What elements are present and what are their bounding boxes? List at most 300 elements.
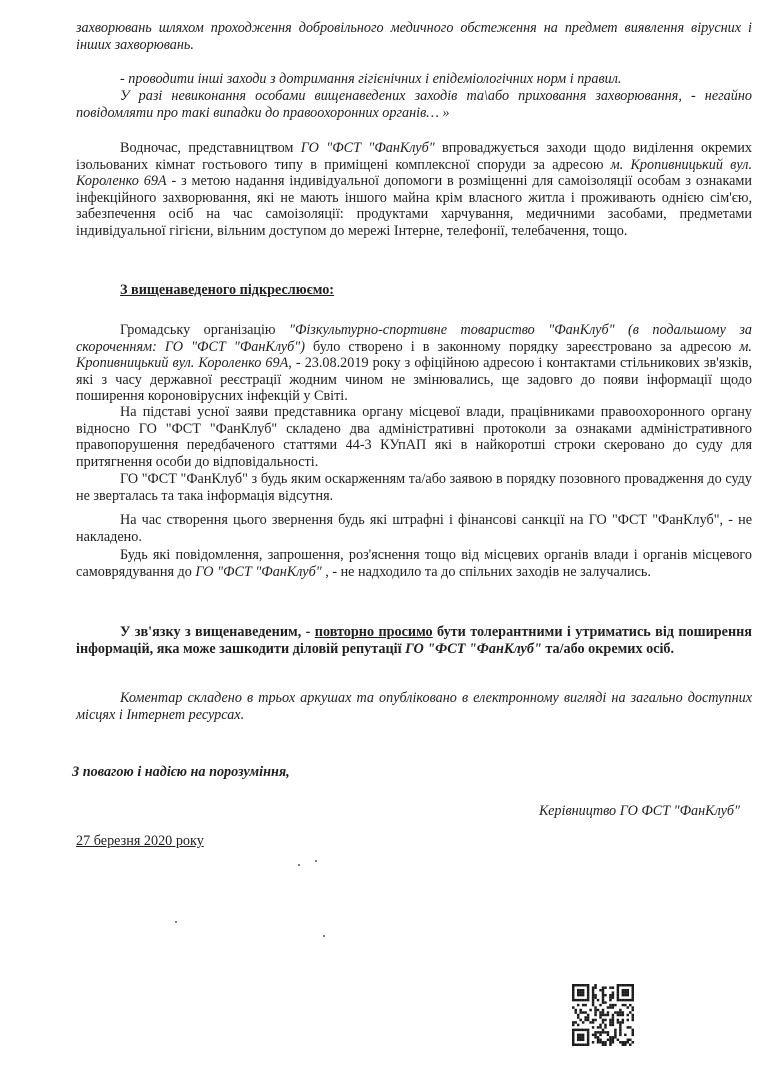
qr-module: [597, 1036, 599, 1038]
qr-module: [582, 1021, 584, 1023]
scan-speck: [298, 864, 300, 866]
qr-module: [602, 1019, 604, 1021]
qr-module: [612, 1036, 614, 1038]
qr-module: [607, 1011, 609, 1013]
qr-module: [619, 1034, 621, 1036]
qr-module: [584, 1029, 586, 1031]
qr-module: [617, 1011, 619, 1013]
qr-module: [609, 994, 611, 996]
paragraph-meanwhile: Водночас, представництвом ГО "ФСТ "ФанКлуб" впроваджується заходи щодо виділення окремих ізольованих кімнат гостьового типу в приміщені комплексної споруди за адресою м. Кропивницький вул. Короленко 69А - з метою надання індивідуальної допомоги в розміщенні для самоізоляції особам з ознаками інфекційного захворювання, які не мають іншого майна крім власного житла і проживають однією сім'єю, забезпечення осіб на час самоізоляції: продуктами харчування, медичними засобами, предметами індивідуальної гігієни, вільним доступом до мережі Інтерне, телефонії, телебачення, тощо.: [76, 140, 753, 239]
qr-module: [594, 984, 596, 986]
paragraph-court: ГО "ФСТ "ФанКлуб" з будь яким оскарженням та/або заявою в порядку позовного провадження до суду не зверталась та така інформація відсутня.: [76, 471, 752, 504]
qr-module: [577, 999, 579, 1001]
qr-module: [584, 1011, 586, 1013]
qr-module: [579, 1039, 581, 1041]
qr-module: [599, 1034, 601, 1036]
qr-module: [624, 999, 626, 1001]
qr-module: [609, 1006, 611, 1008]
qr-module: [622, 1004, 624, 1006]
qr-module: [602, 1011, 604, 1013]
qr-module: [627, 984, 629, 986]
qr-module: [629, 1004, 631, 1006]
qr-module: [587, 1016, 589, 1018]
qr-module: [602, 991, 604, 993]
qr-module: [582, 984, 584, 986]
qr-module: [627, 1006, 629, 1008]
qr-module: [592, 1019, 594, 1021]
qr-module: [584, 999, 586, 1001]
qr-module: [604, 1001, 606, 1003]
qr-module: [604, 1026, 606, 1028]
scan-speck: [315, 860, 317, 862]
qr-module: [577, 1039, 579, 1041]
qr-module: [612, 991, 614, 993]
qr-module: [577, 1014, 579, 1016]
qr-module: [594, 1031, 596, 1033]
qr-module: [587, 999, 589, 1001]
qr-module: [617, 1039, 619, 1041]
qr-module: [629, 1026, 631, 1028]
qr-module: [579, 991, 581, 993]
qr-module: [619, 1014, 621, 1016]
qr-module: [617, 984, 619, 986]
qr-module: [632, 991, 634, 993]
qr-module: [587, 1036, 589, 1038]
qr-module: [574, 999, 576, 1001]
qr-module: [627, 994, 629, 996]
qr-module: [632, 1016, 634, 1018]
qr-module: [572, 994, 574, 996]
qr-module: [577, 991, 579, 993]
qr-module: [572, 1031, 574, 1033]
qr-module: [622, 999, 624, 1001]
qr-module: [587, 1044, 589, 1046]
qr-module: [602, 1021, 604, 1023]
qr-module: [629, 1011, 631, 1013]
qr-module: [614, 1011, 616, 1013]
qr-module: [612, 1021, 614, 1023]
qr-module: [604, 1044, 606, 1046]
qr-module: [609, 986, 611, 988]
qr-module: [582, 1034, 584, 1036]
qr-module: [622, 1014, 624, 1016]
qr-module: [594, 1014, 596, 1016]
org-full-name: "Фізкультурно-спортивне товариство "ФанКлуб" (в подальшому за скороченням: ГО "ФСТ "ФанКлуб"): [76, 322, 752, 355]
qr-module: [607, 1014, 609, 1016]
qr-module: [619, 984, 621, 986]
qr-module: [619, 1026, 621, 1028]
qr-module: [589, 1009, 591, 1011]
qr-module: [572, 991, 574, 993]
qr-module: [632, 994, 634, 996]
qr-module: [622, 1041, 624, 1043]
qr-module: [612, 1024, 614, 1026]
qr-module: [609, 1044, 611, 1046]
qr-module: [584, 1016, 586, 1018]
qr-code-icon: [572, 984, 634, 1046]
qr-module: [629, 999, 631, 1001]
qr-module: [572, 1024, 574, 1026]
qr-module: [572, 1034, 574, 1036]
qr-module: [584, 984, 586, 986]
qr-module: [622, 994, 624, 996]
qr-module: [599, 1014, 601, 1016]
qr-module: [622, 1044, 624, 1046]
qr-module: [604, 1024, 606, 1026]
qr-module: [587, 1019, 589, 1021]
qr-module: [597, 1039, 599, 1041]
qr-module: [607, 1034, 609, 1036]
qr-module: [629, 984, 631, 986]
qr-module: [614, 1031, 616, 1033]
qr-module: [572, 1006, 574, 1008]
qr-module: [609, 999, 611, 1001]
fragment-line-1: захворювань шляхом проходження добровільного медичного обстеження на предмет виявлення вірусних і інших захворювань.: [76, 20, 752, 53]
qr-module: [594, 1036, 596, 1038]
qr-module: [602, 1009, 604, 1011]
scan-speck: [323, 935, 325, 937]
qr-module: [624, 1004, 626, 1006]
comment-paragraph: Коментар складено в трьох аркушах та опубліковано в електронному вигляді на загально доступних місцях і Інтернет ресурсах.: [76, 690, 752, 723]
org-name: ГО "ФСТ "ФанКлуб": [300, 140, 435, 156]
paragraph-organization: Громадську організацію "Фізкультурно-спортивне товариство "ФанКлуб" (в подальшому за скороченням: ГО "ФСТ "ФанКлуб") було створено і в законному порядку зареєстровано за адресою м. Кропивницький вул. Короленко 69А, - 23.08.2019 року з офіційною адресою і контактами стільникових зв'язків, які з часу державної реєстрації жодним чином не змінювались, ще задовго до появи інформації щодо поширення короновірусних інфекцій у Світі.: [76, 322, 752, 405]
qr-module: [624, 1034, 626, 1036]
qr-module: [609, 1024, 611, 1026]
qr-module: [599, 989, 601, 991]
qr-module: [614, 1004, 616, 1006]
qr-module: [577, 994, 579, 996]
qr-module: [602, 986, 604, 988]
qr-module: [579, 1044, 581, 1046]
qr-module: [592, 996, 594, 998]
qr-module: [582, 1011, 584, 1013]
qr-module: [627, 1019, 629, 1021]
qr-module: [584, 1019, 586, 1021]
qr-module: [609, 1036, 611, 1038]
paragraph-messages: Будь які повідомлення, запрошення, роз'яснення тощо від місцевих органів влади і органів місцевого самоврядування до ГО "ФСТ "ФанКлуб" , - не надходило та до спільних заходів не залучались.: [76, 547, 752, 580]
qr-module: [609, 1021, 611, 1023]
qr-module: [587, 1039, 589, 1041]
qr-module: [572, 1041, 574, 1043]
qr-module: [609, 996, 611, 998]
qr-module: [582, 994, 584, 996]
qr-module: [582, 1029, 584, 1031]
qr-module: [592, 1004, 594, 1006]
qr-module: [587, 1014, 589, 1016]
qr-module: [632, 1041, 634, 1043]
qr-module: [584, 1044, 586, 1046]
qr-module: [587, 1031, 589, 1033]
qr-module: [604, 994, 606, 996]
qr-module: [577, 1044, 579, 1046]
qr-module: [577, 984, 579, 986]
qr-module: [592, 999, 594, 1001]
qr-module: [574, 984, 576, 986]
qr-module: [572, 1036, 574, 1038]
qr-module: [632, 1031, 634, 1033]
qr-module: [599, 1031, 601, 1033]
qr-module: [579, 984, 581, 986]
qr-module: [624, 989, 626, 991]
qr-module: [612, 986, 614, 988]
qr-module: [627, 1014, 629, 1016]
paragraph-protocols: На підставі усної заяви представника органу місцевої влади, працівниками правоохоронного органу відносно ГО "ФСТ "ФанКлуб" складено два адміністративні протоколи за ознаками адміністративного правопорушення передбаченого статтями 44-3 КУпАП які в найкоротші строки скеровано до суду для притягнення особи до відповідальності.: [76, 404, 752, 470]
qr-module: [632, 996, 634, 998]
qr-module: [592, 1026, 594, 1028]
qr-module: [579, 1019, 581, 1021]
qr-module: [582, 1044, 584, 1046]
qr-module: [632, 1029, 634, 1031]
qr-module: [602, 1041, 604, 1043]
qr-module: [577, 1036, 579, 1038]
qr-module: [612, 1014, 614, 1016]
qr-module: [577, 1004, 579, 1006]
qr-module: [572, 999, 574, 1001]
qr-module: [579, 1009, 581, 1011]
emphasis-repeat-request: повторно просимо: [314, 624, 433, 640]
scan-speck: [175, 921, 177, 923]
qr-module: [582, 1004, 584, 1006]
qr-module: [602, 994, 604, 996]
qr-module: [582, 1039, 584, 1041]
qr-module: [577, 1016, 579, 1018]
qr-module: [622, 1019, 624, 1021]
qr-module: [587, 984, 589, 986]
qr-module: [619, 999, 621, 1001]
closing-phrase: З повагою і надією на порозуміння,: [72, 764, 290, 780]
qr-module: [622, 991, 624, 993]
qr-module: [602, 1029, 604, 1031]
qr-module: [599, 1026, 601, 1028]
qr-module: [594, 1019, 596, 1021]
qr-module: [632, 1034, 634, 1036]
qr-module: [632, 999, 634, 1001]
qr-module: [572, 1029, 574, 1031]
qr-module: [579, 989, 581, 991]
qr-module: [594, 1006, 596, 1008]
qr-module: [572, 1021, 574, 1023]
qr-module: [604, 1041, 606, 1043]
qr-module: [592, 1034, 594, 1036]
qr-module: [627, 999, 629, 1001]
qr-module: [587, 1041, 589, 1043]
qr-module: [579, 1011, 581, 1013]
qr-module: [622, 989, 624, 991]
qr-module: [599, 1004, 601, 1006]
qr-module: [604, 1014, 606, 1016]
qr-module: [617, 994, 619, 996]
fragment-line-3: У разі невиконання особами вищенаведених заходів та\або приховання захворювання, - негайно повідомляти про такі випадки до правоохоронних органів… »: [76, 88, 752, 121]
qr-module: [612, 1019, 614, 1021]
qr-module: [612, 1041, 614, 1043]
qr-module: [632, 1014, 634, 1016]
qr-module: [619, 1031, 621, 1033]
qr-module: [632, 984, 634, 986]
qr-module: [579, 1034, 581, 1036]
qr-module: [602, 1031, 604, 1033]
fragment-line-2: - проводити інші заходи з дотримання гігієнічних і епідеміологічних норм і правил.: [120, 71, 622, 87]
qr-module: [582, 991, 584, 993]
qr-module: [619, 1024, 621, 1026]
qr-module: [632, 1019, 634, 1021]
qr-module: [612, 1006, 614, 1008]
qr-module: [587, 1029, 589, 1031]
qr-module: [572, 986, 574, 988]
qr-module: [594, 996, 596, 998]
qr-module: [602, 999, 604, 1001]
qr-module: [617, 986, 619, 988]
qr-module: [609, 1039, 611, 1041]
qr-module: [617, 1019, 619, 1021]
qr-module: [577, 1034, 579, 1036]
qr-module: [629, 1039, 631, 1041]
qr-module: [579, 994, 581, 996]
qr-module: [627, 1039, 629, 1041]
qr-module: [599, 1024, 601, 1026]
qr-module: [607, 1006, 609, 1008]
qr-module: [612, 1004, 614, 1006]
qr-module: [584, 1004, 586, 1006]
qr-module: [609, 1004, 611, 1006]
qr-module: [574, 1044, 576, 1046]
paragraph-sanctions: На час створення цього звернення будь які штрафні і фінансові санкції на ГО "ФСТ "ФанКлуб", - не накладено.: [76, 512, 752, 545]
qr-module: [597, 1041, 599, 1043]
qr-module: [617, 1014, 619, 1016]
qr-module: [592, 1041, 594, 1043]
qr-module: [594, 994, 596, 996]
qr-module: [617, 1021, 619, 1023]
qr-module: [612, 1039, 614, 1041]
qr-module: [579, 999, 581, 1001]
qr-module: [604, 1019, 606, 1021]
qr-module: [594, 1011, 596, 1013]
qr-module: [614, 1034, 616, 1036]
qr-module: [632, 989, 634, 991]
qr-module: [617, 991, 619, 993]
qr-module: [619, 1009, 621, 1011]
qr-module: [622, 1021, 624, 1023]
document-date: 27 березня 2020 року: [76, 833, 204, 849]
qr-module: [614, 1029, 616, 1031]
qr-module: [574, 1009, 576, 1011]
qr-module: [632, 1006, 634, 1008]
qr-module: [592, 991, 594, 993]
qr-module: [619, 1011, 621, 1013]
qr-module: [587, 991, 589, 993]
qr-module: [619, 1021, 621, 1023]
qr-module: [594, 986, 596, 988]
qr-module: [624, 991, 626, 993]
qr-module: [599, 1039, 601, 1041]
qr-module: [627, 989, 629, 991]
qr-module: [604, 1031, 606, 1033]
qr-module: [582, 1036, 584, 1038]
qr-module: [617, 999, 619, 1001]
qr-module: [592, 989, 594, 991]
qr-module: [602, 996, 604, 998]
qr-module: [589, 1021, 591, 1023]
qr-module: [597, 1009, 599, 1011]
qr-module: [627, 1026, 629, 1028]
qr-module: [609, 1041, 611, 1043]
qr-module: [579, 1036, 581, 1038]
qr-module: [594, 1034, 596, 1036]
qr-module: [622, 984, 624, 986]
qr-module: [582, 989, 584, 991]
qr-module: [592, 986, 594, 988]
qr-module: [577, 1024, 579, 1026]
qr-module: [599, 1011, 601, 1013]
qr-module: [622, 1011, 624, 1013]
qr-module: [587, 986, 589, 988]
qr-module: [597, 1031, 599, 1033]
qr-module: [624, 984, 626, 986]
qr-module: [602, 1014, 604, 1016]
address: м. Кропивницький вул. Короленко 69А: [76, 156, 752, 190]
qr-module: [604, 986, 606, 988]
qr-module: [607, 1039, 609, 1041]
qr-module: [587, 989, 589, 991]
qr-module: [574, 1021, 576, 1023]
qr-module: [579, 1029, 581, 1031]
org-name: ГО "ФСТ "ФанКлуб": [195, 563, 322, 580]
qr-module: [574, 1011, 576, 1013]
qr-module: [624, 1041, 626, 1043]
qr-module: [592, 1001, 594, 1003]
qr-module: [612, 1016, 614, 1018]
qr-module: [614, 1036, 616, 1038]
qr-module: [574, 1029, 576, 1031]
qr-module: [612, 996, 614, 998]
qr-module: [619, 1029, 621, 1031]
qr-module: [624, 1044, 626, 1046]
org-name: ГО "ФСТ "ФанКлуб": [405, 640, 542, 657]
qr-module: [577, 1029, 579, 1031]
qr-module: [597, 1026, 599, 1028]
qr-module: [597, 999, 599, 1001]
qr-module: [577, 989, 579, 991]
qr-module: [587, 996, 589, 998]
qr-module: [599, 1041, 601, 1043]
qr-module: [602, 1044, 604, 1046]
address: м. Кропивницький вул. Короленко 69А,: [76, 338, 752, 372]
qr-module: [612, 994, 614, 996]
section-heading: З вищенаведеного підкреслюємо:: [120, 282, 335, 298]
qr-module: [594, 1009, 596, 1011]
qr-module: [572, 1044, 574, 1046]
qr-module: [602, 1001, 604, 1003]
request-paragraph: У зв'язку з вищенаведеним, - повторно просимо бути толерантними і утриматись від поширення інформацій, яка може зашкодити діловій репутації ГО "ФСТ "ФанКлуб" та/або окремих осіб.: [76, 624, 752, 657]
qr-module: [607, 1031, 609, 1033]
qr-module: [617, 996, 619, 998]
signature: Керівництво ГО ФСТ "ФанКлуб": [539, 803, 740, 819]
qr-module: [609, 1019, 611, 1021]
qr-module: [572, 989, 574, 991]
qr-module: [587, 994, 589, 996]
qr-module: [592, 1021, 594, 1023]
qr-module: [632, 1009, 634, 1011]
qr-module: [632, 986, 634, 988]
qr-module: [572, 984, 574, 986]
qr-module: [627, 991, 629, 993]
qr-module: [572, 996, 574, 998]
qr-module: [592, 994, 594, 996]
qr-module: [572, 1039, 574, 1041]
qr-module: [617, 989, 619, 991]
qr-module: [619, 1041, 621, 1043]
qr-module: [629, 1044, 631, 1046]
qr-module: [582, 999, 584, 1001]
